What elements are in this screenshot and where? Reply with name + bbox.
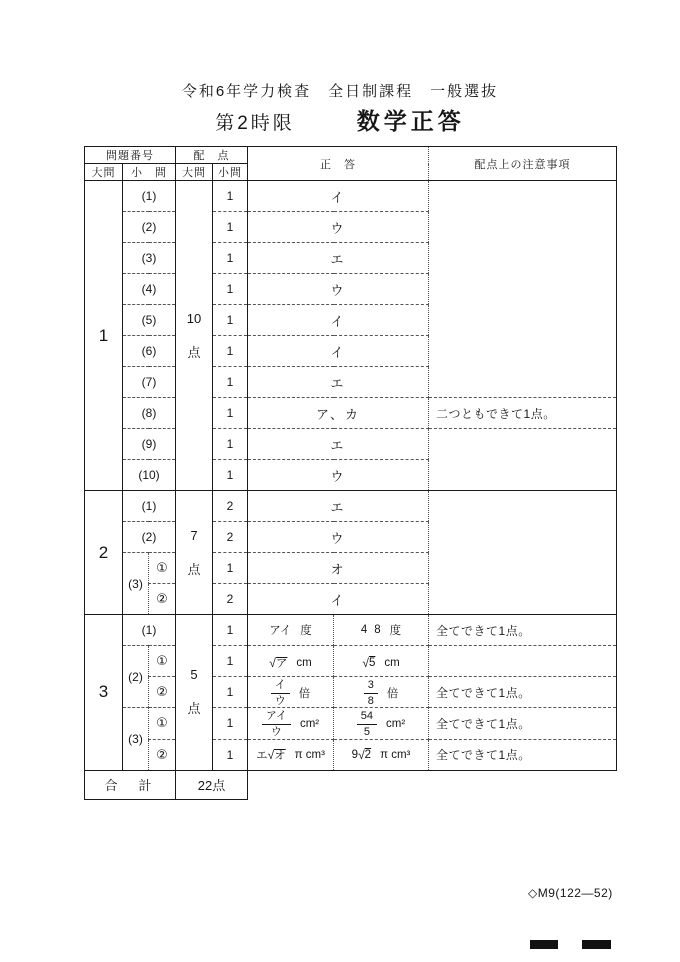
answer-number: 48 [360,624,388,636]
sub-number-cell: (8) [123,398,176,429]
note-cell [429,367,617,398]
points-stack [176,667,212,717]
major-number-cell: 1 [85,181,123,491]
print-registration-mark [530,940,558,949]
exam-header: 令和6年学力検査 全日制課程 一般選抜 [181,83,499,100]
points-cell: 1 [213,677,248,708]
radicand: オ [274,749,286,762]
answer-placeholder: アイ [269,625,292,637]
table-row [85,646,617,677]
header-question-number: 問題番号 [85,147,176,164]
fraction [364,679,378,707]
answer-cell: ウ [248,212,429,243]
points-cell: 2 [213,491,248,522]
note-cell [429,305,617,336]
answer-unit: π cm³ [294,748,325,761]
points-cell: 1 [213,553,248,584]
note-cell [429,212,617,243]
answer-value [357,710,405,738]
note-cell [429,646,617,677]
note-cell [429,522,617,553]
points-stack [176,528,212,578]
note-cell [429,553,617,584]
table-row [85,429,617,460]
sub-circle-cell: ① [149,708,176,739]
sub-group-cell: (3) [123,553,149,615]
note-cell [429,429,617,460]
answer-cell: イ [248,584,429,615]
answer-value [361,622,401,638]
sub-number-cell: (10) [123,460,176,491]
table-row [85,739,617,770]
page-title: 数学正答 [356,108,465,134]
table-row [85,305,617,336]
header-major: 大問 [85,164,123,181]
answer-form-cell [248,677,334,708]
major-points-cell [176,615,213,771]
table-row [85,398,617,429]
fraction [262,710,291,738]
points-unit: 点 [187,344,201,360]
points-cell: 1 [213,429,248,460]
sub-group-cell: (3) [123,708,149,770]
answer-form [262,710,319,738]
points-cell: 1 [213,274,248,305]
points-unit: 点 [187,701,201,717]
note-cell: 全てできて1点。 [429,708,617,739]
answer-value-cell [334,646,429,677]
points-cell: 1 [213,305,248,336]
sub-number-cell: (2) [123,522,176,553]
points-cell: 1 [213,646,248,677]
note-cell [429,460,617,491]
points-cell: 1 [213,212,248,243]
answer-cell: イ [248,336,429,367]
points-cell: 1 [213,708,248,739]
answer-unit: 倍 [298,688,311,701]
fraction-numerator: 54 [357,710,377,725]
answer-value [352,748,411,762]
answer-unit: cm² [299,718,320,731]
radical-icon: √ [269,655,276,670]
sub-number-cell: (4) [123,274,176,305]
radical-icon: √ [358,748,365,763]
fraction-numerator: イ [271,679,290,694]
fraction-numerator: アイ [262,710,291,725]
document-code: ◇M9(122—52) [528,886,613,900]
points-value: 10 [186,310,202,326]
note-cell: 全てできて1点。 [429,739,617,770]
radical-icon: √ [362,656,369,670]
subtitle [0,103,680,136]
header-answer: 正 答 [248,147,429,181]
table-row [85,615,617,646]
answer-value-cell [334,708,429,739]
answer-unit: π cm³ [380,749,411,762]
sub-number-cell: (1) [123,615,176,646]
radical-prefix: 9 [351,749,359,762]
answer-form-cell [248,708,334,739]
points-cell: 1 [213,367,248,398]
table-row [85,491,617,522]
table-row [85,274,617,305]
answer-value [364,679,399,707]
points-stack [176,311,212,361]
total-row [85,770,617,799]
answer-value-cell [334,739,429,770]
answer-form [256,747,325,763]
answer-cell: エ [248,491,429,522]
answer-cell: オ [248,553,429,584]
radicand: ア [275,657,288,670]
table-row [85,243,617,274]
points-cell: 1 [213,398,248,429]
answer-cell: ウ [248,460,429,491]
sub-number-cell: (3) [123,243,176,274]
sub-group-cell: (2) [123,646,149,708]
radical-prefix: エ [256,749,268,762]
answer-cell: エ [248,367,429,398]
table-row [85,553,617,584]
sub-number-cell: (9) [123,429,176,460]
answer-unit: cm [296,656,312,669]
header-points-major: 大問 [176,164,213,181]
radicand: 2 [364,749,372,762]
major-number-cell: 2 [85,491,123,615]
table-header-row-1 [85,147,617,164]
points-cell: 2 [213,584,248,615]
fraction-denominator: ウ [270,725,282,738]
table-row [85,708,617,739]
note-cell [429,243,617,274]
period-label: 第2時限 [215,113,295,134]
major-points-cell [176,491,213,615]
points-cell: 1 [213,739,248,770]
points-cell: 1 [213,460,248,491]
sub-circle-cell: ② [149,677,176,708]
radicand: 5 [368,657,376,669]
points-value: 7 [190,527,198,543]
points-cell: 1 [213,336,248,367]
table-row [85,522,617,553]
fraction [271,679,290,707]
major-points-cell [176,181,213,491]
answer-unit: 度 [389,625,402,637]
answer-value-cell [334,615,429,646]
sub-number-cell: (1) [123,181,176,212]
total-label: 合 計 [85,770,176,799]
print-registration-mark [582,940,611,949]
answer-form [269,622,311,638]
sub-number-cell: (6) [123,336,176,367]
header-points: 配 点 [176,147,248,164]
sub-circle-cell: ② [149,584,176,615]
answer-table [84,146,617,800]
header-minor: 小 問 [123,164,176,181]
answer-unit: 度 [300,625,312,637]
answer-cell: エ [248,243,429,274]
points-unit: 点 [187,561,201,577]
points-cell: 1 [213,615,248,646]
total-row-spacer [248,770,617,799]
table-row [85,460,617,491]
answer-cell: イ [248,181,429,212]
note-cell: 二つともできて1点。 [429,398,617,429]
answer-cell: ウ [248,274,429,305]
sub-number-cell: (5) [123,305,176,336]
sub-circle-cell: ① [149,646,176,677]
table-row [85,677,617,708]
note-cell [429,181,617,212]
sub-circle-cell: ① [149,553,176,584]
fraction-denominator: 5 [363,725,370,738]
points-cell: 2 [213,522,248,553]
answer-value [362,656,399,670]
answer-form-cell [248,646,334,677]
answer-cell: エ [248,429,429,460]
points-value: 5 [190,667,198,683]
table-row [85,584,617,615]
note-cell: 全てできて1点。 [429,677,617,708]
answer-cell: イ [248,305,429,336]
note-cell [429,584,617,615]
fraction [357,710,377,738]
fraction-denominator: ウ [274,694,286,707]
answer-cell: ウ [248,522,429,553]
answer-form [271,679,311,707]
answer-form [269,655,311,671]
answer-form-cell [248,739,334,770]
note-cell [429,274,617,305]
answer-unit: cm [384,657,400,669]
fraction-denominator: 8 [367,694,374,707]
answer-cell: ア、カ [248,398,429,429]
radical-icon: √ [267,747,275,762]
note-cell [429,491,617,522]
note-cell: 全てできて1点。 [429,615,617,646]
table-row [85,336,617,367]
sub-number-cell: (1) [123,491,176,522]
table-row [85,212,617,243]
points-cell: 1 [213,181,248,212]
fraction-numerator: 3 [364,679,378,694]
note-cell [429,336,617,367]
answer-unit: cm² [386,718,406,731]
points-cell: 1 [213,243,248,274]
answer-form-cell [248,615,334,646]
header-notes: 配点上の注意事項 [429,147,617,181]
answer-unit: 倍 [386,688,399,701]
table-row [85,181,617,212]
header-points-minor: 小問 [213,164,248,181]
total-points: 22点 [176,770,248,799]
sub-circle-cell: ② [149,739,176,770]
table-row [85,367,617,398]
sub-number-cell: (2) [123,212,176,243]
major-number-cell: 3 [85,615,123,771]
sub-number-cell: (7) [123,367,176,398]
answer-value-cell [334,677,429,708]
